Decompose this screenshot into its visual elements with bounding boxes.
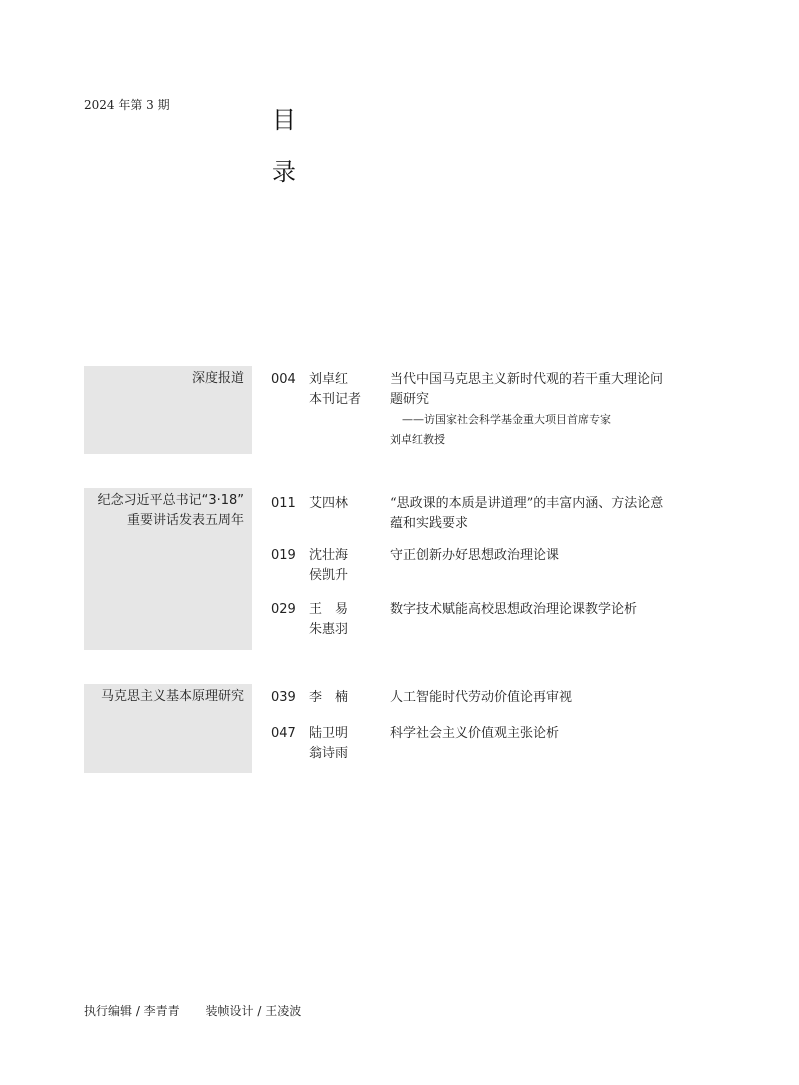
designer: 装帧设计 / 王凌波 bbox=[205, 1004, 302, 1018]
toc-title-char-1: 目 bbox=[272, 106, 296, 134]
authors bbox=[309, 724, 381, 764]
section-commemoration bbox=[84, 488, 684, 652]
section-depth-report bbox=[84, 366, 684, 456]
section-label bbox=[84, 684, 252, 773]
page-number: 019 bbox=[271, 548, 296, 563]
authors bbox=[309, 600, 381, 640]
article-subtitle: ——访国家社会科学基金重大项目首席专家 bbox=[402, 413, 611, 426]
section-label-line: 深度报道 bbox=[191, 371, 244, 386]
author: 刘卓红 bbox=[309, 372, 349, 387]
article-title-block bbox=[390, 370, 675, 450]
executive-editor: 执行编辑 / 李青青 bbox=[84, 1004, 180, 1018]
author: 翁诗雨 bbox=[309, 746, 349, 761]
page-number: 047 bbox=[271, 726, 296, 741]
authors bbox=[309, 546, 381, 586]
section-label-line: 重要讲话发表五周年 bbox=[126, 513, 244, 528]
author: 沈壮海 bbox=[309, 548, 349, 563]
article-title: 当代中国马克思主义新时代观的若干重大理论问题研究 bbox=[390, 372, 664, 407]
authors bbox=[309, 370, 381, 410]
author: 朱惠羽 bbox=[309, 622, 349, 637]
article-title: 数字技术赋能高校思想政治理论课教学论析 bbox=[390, 602, 638, 617]
page-number: 011 bbox=[271, 496, 296, 511]
article-subtitle-cont: 刘卓红教授 bbox=[390, 433, 445, 446]
section-label-line: 纪念习近平总书记“3·18” bbox=[97, 493, 244, 508]
toc-entry[interactable] bbox=[271, 370, 691, 456]
issue-number: 2024 年第 3 期 bbox=[84, 98, 170, 112]
author: 李 楠 bbox=[309, 690, 349, 705]
section-label bbox=[84, 488, 252, 650]
author: 陆卫明 bbox=[309, 726, 349, 741]
toc-title bbox=[272, 94, 302, 198]
author: 王 易 bbox=[309, 602, 349, 617]
article-title: 守正创新办好思想政治理论课 bbox=[390, 548, 560, 563]
article-title: “思政课的本质是讲道理”的丰富内涵、方法论意蕴和实践要求 bbox=[390, 496, 664, 531]
toc-title-char-2: 录 bbox=[272, 158, 296, 186]
page-number: 004 bbox=[271, 372, 296, 387]
toc-entry[interactable] bbox=[271, 688, 691, 718]
author: 侯凯升 bbox=[309, 568, 349, 583]
page-number: 039 bbox=[271, 690, 296, 705]
authors bbox=[309, 688, 381, 708]
author: 艾四林 bbox=[309, 496, 349, 511]
toc-entry[interactable] bbox=[271, 494, 691, 538]
article-title: 人工智能时代劳动价值论再审视 bbox=[390, 690, 573, 705]
toc-entry[interactable] bbox=[271, 724, 691, 768]
section-label bbox=[84, 366, 252, 454]
section-label-line: 马克思主义基本原理研究 bbox=[100, 689, 244, 704]
toc-entry[interactable] bbox=[271, 600, 691, 644]
footer-credits bbox=[84, 1002, 323, 1019]
authors bbox=[309, 494, 381, 514]
article-title: 科学社会主义价值观主张论析 bbox=[390, 726, 560, 741]
page-number: 029 bbox=[271, 602, 296, 617]
section-marxism-principles bbox=[84, 684, 684, 774]
toc-entry[interactable] bbox=[271, 546, 691, 590]
author: 本刊记者 bbox=[309, 392, 362, 407]
